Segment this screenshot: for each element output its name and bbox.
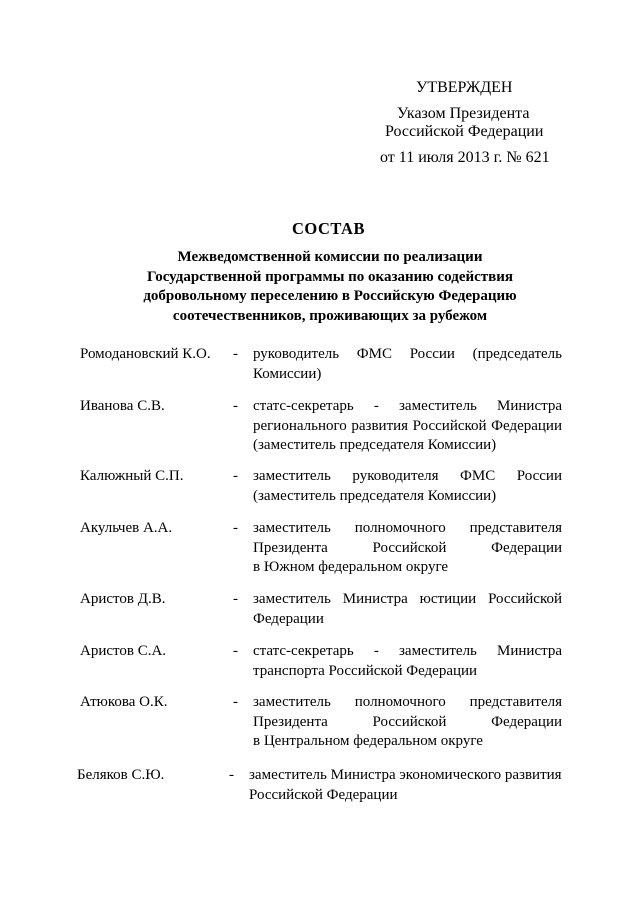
- member-role: [253, 397, 562, 456]
- member-role-line: заместитель полномочного представителя: [253, 694, 562, 710]
- member-name: Калюжный С.П.: [80, 468, 184, 484]
- member-role-line: заместитель Министра экономического развития: [249, 767, 562, 783]
- approval-authority: Указом Президента: [397, 105, 530, 122]
- member-role: [253, 467, 562, 506]
- member-role: [249, 766, 562, 805]
- member-dash: -: [233, 398, 238, 414]
- member-name: Аристов С.А.: [80, 643, 167, 659]
- member-role: [253, 519, 562, 578]
- member-role-line: Президента Российской Федерации: [253, 713, 562, 730]
- member-dash: -: [233, 468, 238, 484]
- member-role-line: (заместитель председателя Комиссии): [253, 437, 497, 453]
- member-role-line: Российской Федерации: [249, 786, 398, 803]
- page-title: СОСТАВ: [292, 219, 365, 238]
- member-role-line: в Центральном федеральном округе: [253, 733, 483, 749]
- member-role-line: заместитель Министра юстиции Российской: [253, 591, 562, 607]
- member-dash: -: [233, 346, 238, 362]
- member-role: [253, 693, 562, 752]
- subtitle-line: Государственной программы по оказанию содействия: [147, 268, 513, 285]
- member-role: [253, 590, 562, 629]
- member-name: Ромодановский К.О.: [80, 346, 211, 362]
- member-role-line: заместитель полномочного представителя: [253, 520, 562, 536]
- member-role-line: заместитель руководителя ФМС России: [253, 468, 562, 484]
- member-role-line: статс-секретарь - заместитель Министра: [253, 643, 562, 659]
- member-role-line: Федерации: [253, 610, 324, 627]
- member-dash: -: [229, 767, 234, 783]
- subtitle-line: Межведомственной комиссии по реализации: [177, 249, 483, 265]
- member-role-line: в Южном федеральном округе: [253, 559, 449, 575]
- approval-date: от 11 июля 2013 г. № 621: [380, 149, 550, 166]
- page-subtitle: [100, 248, 560, 326]
- approval-heading: УТВЕРЖДЕН: [416, 79, 513, 96]
- member-role-line: руководитель ФМС России (председатель: [253, 346, 562, 362]
- member-role-line: транспорта Российской Федерации: [253, 662, 478, 679]
- member-name: Иванова С.В.: [80, 398, 165, 414]
- member-role-line: статс-секретарь - заместитель Министра: [253, 398, 562, 414]
- subtitle-line: добровольному переселению в Российскую Федерацию: [143, 288, 517, 304]
- member-dash: -: [233, 694, 238, 710]
- member-role-line: Комиссии): [253, 365, 322, 382]
- member-dash: -: [233, 643, 238, 659]
- member-name: Беляков С.Ю.: [77, 767, 165, 783]
- member-role-line: Президента Российской Федерации: [253, 539, 562, 556]
- member-role: [253, 345, 562, 384]
- member-role-line: регионального развития Российской Федерации: [253, 417, 562, 434]
- member-name: Акульчев А.А.: [80, 520, 173, 536]
- member-name: Атюкова О.К.: [80, 694, 168, 710]
- member-dash: -: [233, 591, 238, 607]
- subtitle-line: соотечественников, проживающих за рубежом: [172, 307, 488, 324]
- member-dash: -: [233, 520, 238, 536]
- approval-country: Российской Федерации: [385, 123, 544, 140]
- member-role-line: (заместитель председателя Комиссии): [253, 487, 497, 504]
- member-name: Аристов Д.В.: [80, 591, 166, 607]
- member-role: [253, 642, 562, 681]
